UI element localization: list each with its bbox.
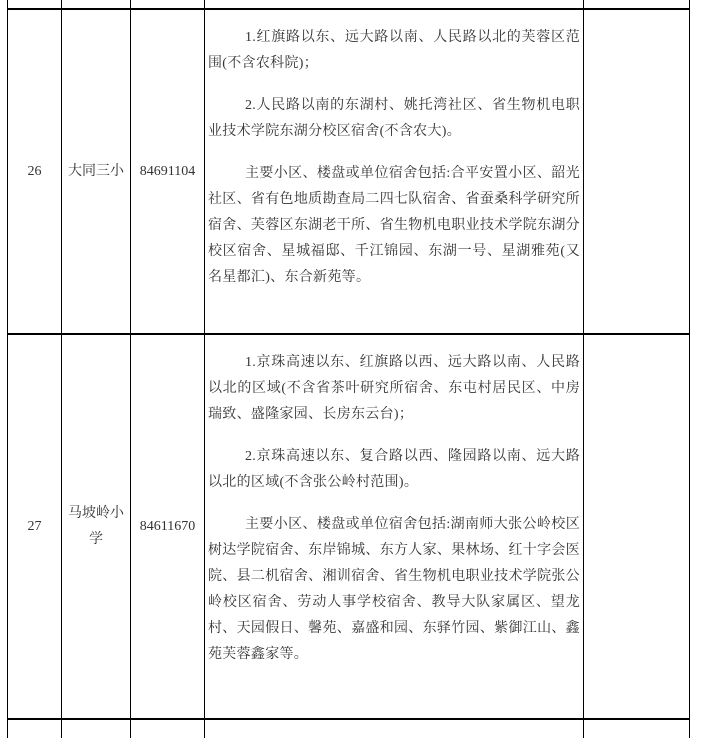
district-description-cell: [205, 9, 584, 334]
empty-cell: [8, 719, 62, 738]
row-number-cell: [8, 334, 62, 719]
empty-cell: [584, 9, 690, 334]
phone-number: 84691104: [139, 163, 196, 179]
empty-cell: [8, 0, 62, 9]
phone-cell: [131, 9, 205, 334]
district-paragraph: 1.京珠高速以东、红旗路以西、远大路以南、人民路以北的区域(不含省茶叶研究所宿舍、东屯村居民区、中房瑞致、盛隆家园、长房东云台)；: [208, 355, 580, 422]
empty-cell: [62, 0, 131, 9]
phone-cell: [131, 334, 205, 719]
row-number-cell: [8, 9, 62, 334]
empty-cell: [62, 719, 131, 738]
table-row-partial-bottom: [8, 719, 690, 738]
row-number: 27: [27, 518, 42, 534]
table-row-27: [8, 334, 690, 719]
district-description-cell: [205, 334, 584, 719]
empty-cell: [584, 0, 690, 9]
empty-cell: [584, 719, 690, 738]
school-name-cell: [62, 334, 131, 719]
table-row-26: [8, 9, 690, 334]
school-name-cell: [62, 9, 131, 334]
school-name: 大同三小: [68, 163, 124, 179]
district-paragraph: 主要小区、楼盘或单位宿舍包括:湖南师大张公岭校区树达学院宿舍、东岸锦城、东方人家、果林场、红十字会医院、县二机宿舍、湘训宿舍、省生物机电职业技术学院张公岭校区宿舍、劳动人事学校宿舍、教导大队家属区、望龙村、天园假日、馨苑、嘉盛和园、东驿竹园、紫御江山、鑫苑芙蓉鑫家等。: [208, 517, 580, 662]
empty-cell: [205, 719, 584, 738]
empty-cell: [131, 0, 205, 9]
district-table-container: [7, 0, 690, 738]
district-paragraph: 2.京珠高速以东、复合路以西、隆园路以南、远大路以北的区域(不含张公岭村范围)。: [208, 449, 580, 490]
school-district-table: [7, 0, 690, 738]
phone-number: 84611670: [139, 518, 196, 534]
table-row-partial-top: [8, 0, 690, 9]
district-paragraph: 主要小区、楼盘或单位宿舍包括:合平安置小区、韶光社区、省有色地质勘查局二四七队宿舍、省蚕桑科学研究所宿舍、芙蓉区东湖老干所、省生物机电职业技术学院东湖分校区宿舍、星城福邸、千江锦园、东湖一号、星湖雅苑(又名星都汇)、东合新苑等。: [208, 166, 580, 285]
empty-cell: [205, 0, 584, 9]
row-number: 26: [27, 163, 42, 179]
empty-cell: [584, 334, 690, 719]
empty-cell: [131, 719, 205, 738]
district-paragraph: 2.人民路以南的东湖村、姚托湾社区、省生物机电职业技术学院东湖分校区宿舍(不含农大)。: [208, 98, 580, 139]
school-name: 马坡岭小学: [68, 505, 124, 547]
district-paragraph: 1.红旗路以东、远大路以南、人民路以北的芙蓉区范围(不含农科院)；: [208, 30, 580, 71]
